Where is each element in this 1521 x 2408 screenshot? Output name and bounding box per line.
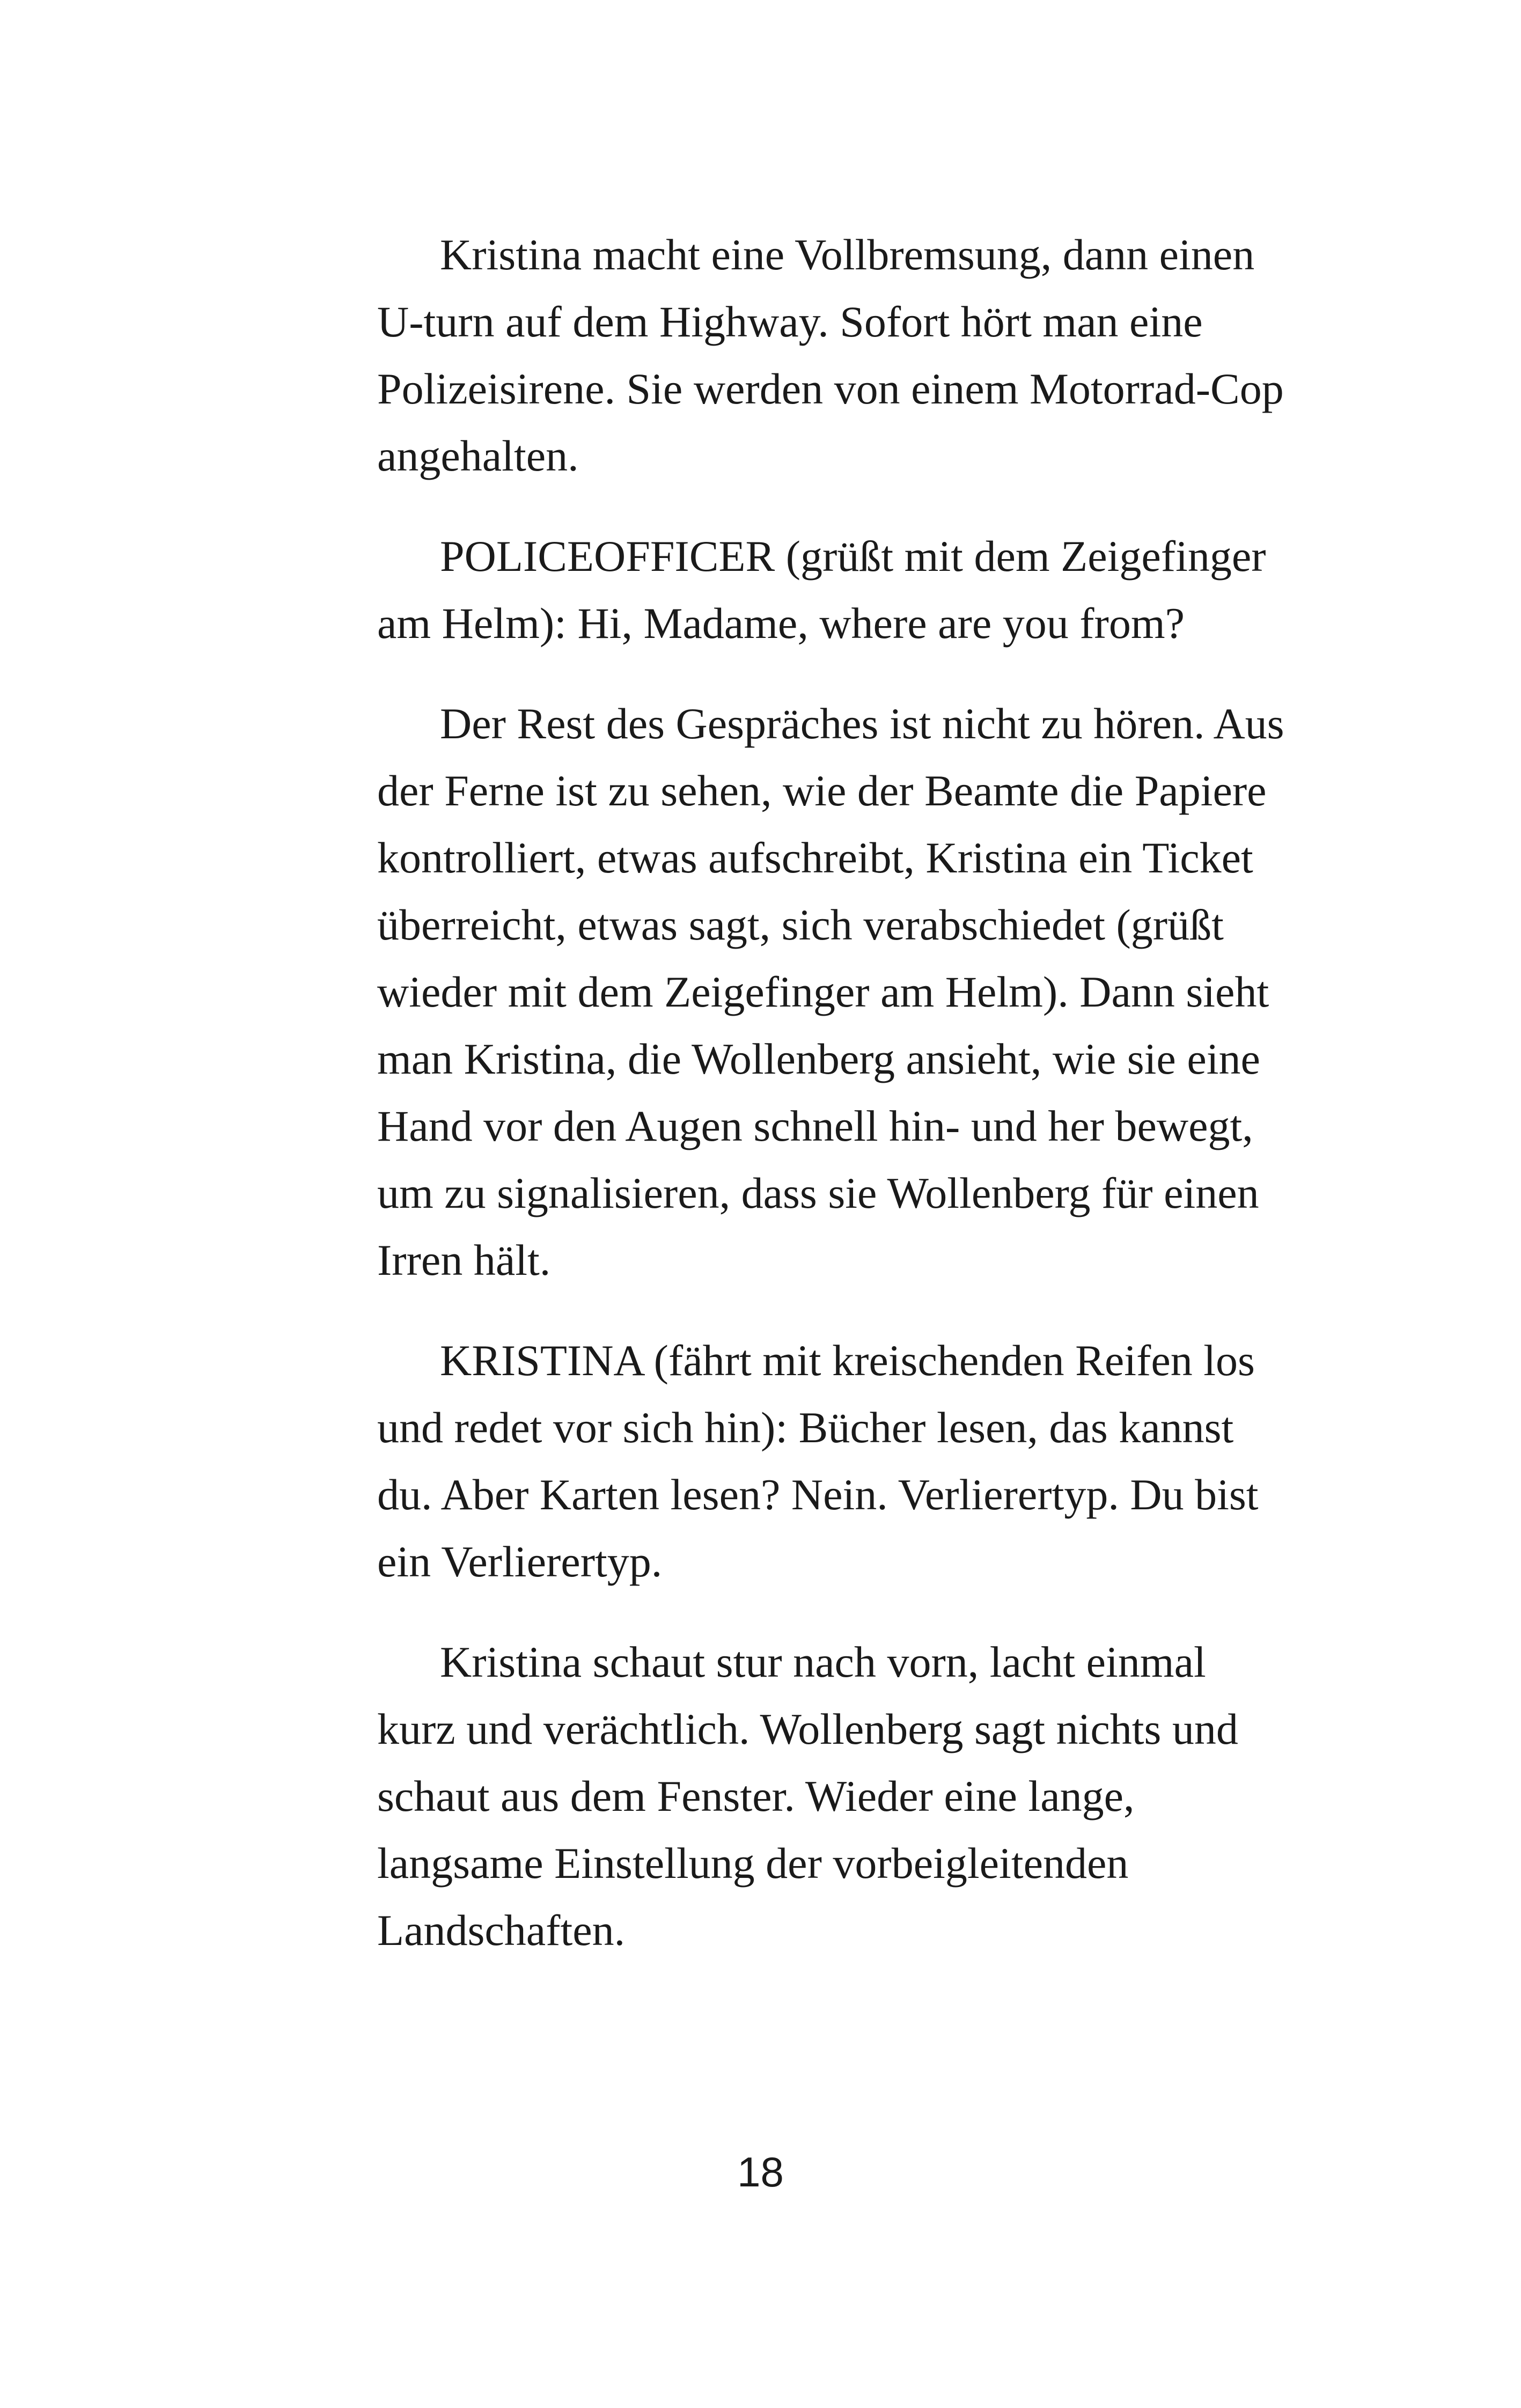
text-line: schaut aus dem Fenster. Wieder eine lange, xyxy=(377,1772,1135,1820)
paragraph-3 xyxy=(314,690,1284,1294)
text-line: Der Rest des Gespräches ist nicht zu hören. Aus xyxy=(440,699,1284,748)
text-line: Kristina macht eine Vollbremsung, dann einen xyxy=(440,230,1255,279)
text-line: wieder mit dem Zeigefinger am Helm). Dann sieht xyxy=(377,967,1269,1016)
text-line: der Ferne ist zu sehen, wie der Beamte die Papiere xyxy=(377,766,1267,815)
text-line: man Kristina, die Wollenberg ansieht, wie sie eine xyxy=(377,1034,1260,1083)
text-line: KRISTINA (fährt mit kreischenden Reifen los xyxy=(440,1336,1255,1385)
text-line: am Helm): Hi, Madame, where are you from? xyxy=(377,599,1185,648)
text-line: Hand vor den Augen schnell hin- und her bewegt, xyxy=(377,1102,1253,1150)
text-line: um zu signalisieren, dass sie Wollenberg für einen xyxy=(377,1169,1259,1217)
paragraph-2 xyxy=(314,523,1280,657)
text-line: angehalten. xyxy=(377,431,579,480)
text-line: kurz und verächtlich. Wollenberg sagt nichts und xyxy=(377,1705,1238,1753)
text-line: kontrolliert, etwas aufschreibt, Kristina ein Ticket xyxy=(377,833,1253,882)
text-line: du. Aber Karten lesen? Nein. Verlierertyp. Du bist xyxy=(377,1470,1259,1519)
text-line: Polizeisirene. Sie werden von einem Motorrad-Cop xyxy=(377,364,1284,413)
paragraph-4 xyxy=(314,1327,1280,1595)
text-line: POLICEOFFICER (grüßt mit dem Zeigefinger xyxy=(440,532,1266,581)
text-line: Kristina schaut stur nach vorn, lacht einmal xyxy=(440,1638,1206,1686)
body-text xyxy=(314,221,1284,1997)
text-line: Landschaften. xyxy=(377,1906,626,1955)
text-line: überreicht, etwas sagt, sich verabschiedet (grüßt xyxy=(377,900,1224,949)
text-line: langsame Einstellung der vorbeigleitenden xyxy=(377,1839,1129,1888)
text-line: Irren hält. xyxy=(377,1236,551,1284)
text-line: ein Verlierertyp. xyxy=(377,1537,663,1586)
text-line: U-turn auf dem Highway. Sofort hört man eine xyxy=(377,297,1203,346)
page-number: 18 xyxy=(737,2148,784,2196)
paragraph-1 xyxy=(314,221,1284,489)
text-line: und redet vor sich hin): Bücher lesen, das kannst xyxy=(377,1403,1234,1452)
paragraph-5 xyxy=(314,1628,1280,1964)
